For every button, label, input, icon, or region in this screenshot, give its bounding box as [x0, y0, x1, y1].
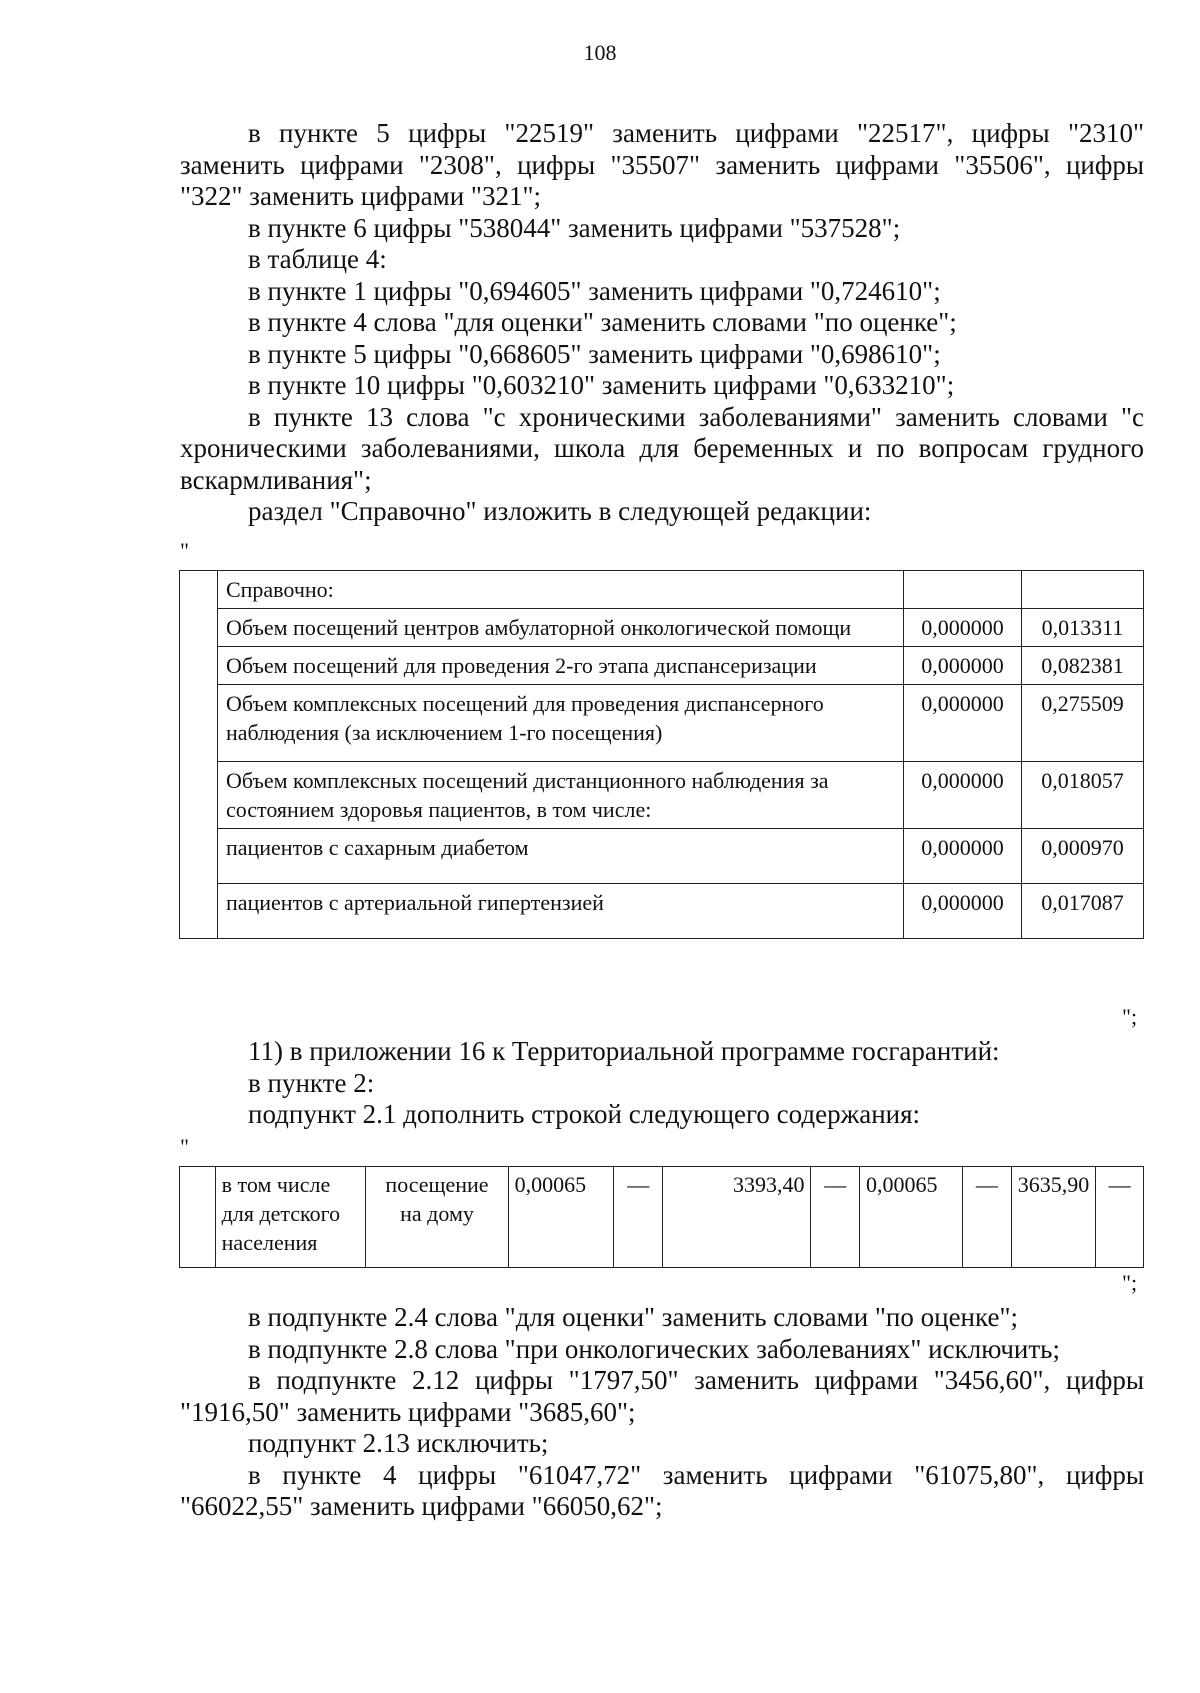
value-cell: 0,00065 [860, 1167, 963, 1268]
amendments-bottom [180, 1302, 1144, 1523]
row-label: Объем комплексных посещений дистанционного наблюдения за состоянием здоровья пациентов, в том числе: [217, 762, 903, 829]
paragraph: в таблице 4: [248, 244, 387, 274]
dash-cell: — [963, 1167, 1012, 1268]
paragraph: в пункте 5 цифры "0,668605" заменить цифрами "0,698610"; [248, 338, 941, 369]
reference-table [179, 570, 1144, 939]
dash-cell: — [614, 1167, 663, 1268]
value-cell: 0,000000 [904, 685, 1022, 762]
value-cell: 0,000000 [904, 609, 1022, 647]
value-cell: 0,000970 [1022, 829, 1144, 884]
row-label: пациентов с артериальной гипертензией [217, 884, 903, 939]
table-row [180, 571, 1144, 609]
paragraph: в пункте 6 цифры "538044" заменить цифрами "537528"; [248, 212, 901, 243]
paragraph: 11) в приложении 16 к Территориальной программе госгарантий: [248, 1036, 1000, 1066]
insert-row-table [179, 1166, 1144, 1268]
row-label: Объем посещений для проведения 2-го этапа диспансеризации [217, 647, 903, 685]
table-row [180, 762, 1144, 829]
table-row [180, 829, 1144, 884]
value-cell: 0,082381 [1022, 647, 1144, 685]
paragraph: в подпункте 2.8 слова "при онкологических заболеваниях" исключить; [248, 1333, 1060, 1364]
value-cell: 0,000000 [904, 884, 1022, 939]
value-cell: 3393,40 [663, 1167, 811, 1268]
table-row [180, 884, 1144, 939]
value-cell: 0,013311 [1022, 609, 1144, 647]
type-cell: посещение на дому [366, 1167, 508, 1268]
dash-cell: — [811, 1167, 860, 1268]
row-label: пациентов с сахарным диабетом [217, 829, 903, 884]
category-cell: в том числе для детского населения [215, 1167, 366, 1268]
row-label: Объем комплексных посещений для проведения диспансерного наблюдения (за исключением 1-го посещения) [217, 685, 903, 762]
table-row [180, 647, 1144, 685]
paragraph: в пункте 4 цифры "61047,72" заменить цифрами "61075,80", цифры "66022,55" заменить цифрами "66050,62"; [180, 1459, 1144, 1521]
empty-cell [180, 1167, 216, 1268]
row-label: Объем посещений центров амбулаторной онкологической помощи [217, 609, 903, 647]
value-cell: 0,00065 [508, 1167, 614, 1268]
table-row [180, 1167, 1144, 1268]
open-quote: " [180, 1134, 189, 1159]
paragraph: в пункте 13 слова "с хроническими заболеваниями" заменить словами "с хроническими заболеваниями, школа для беременных и по вопросам грудного вскармливания"; [180, 401, 1144, 495]
table-row [180, 685, 1144, 762]
value-cell: 0,018057 [1022, 762, 1144, 829]
empty-cell [180, 571, 218, 939]
amendments-middle [180, 1036, 1144, 1131]
paragraph: в пункте 10 цифры "0,603210" заменить цифрами "0,633210"; [248, 370, 955, 400]
value-cell: 0,000000 [904, 762, 1022, 829]
paragraph: в пункте 5 цифры "22519" заменить цифрами "22517", цифры "2310" заменить цифрами "2308", цифры "35507" заменить цифрами "35506", цифры "322" заменить цифрами "321"; [180, 118, 1144, 211]
paragraph: в пункте 4 слова "для оценки" заменить словами "по оценке"; [248, 307, 957, 337]
empty-cell [904, 571, 1022, 609]
value-cell: 0,275509 [1022, 685, 1144, 762]
value-cell: 0,000000 [904, 647, 1022, 685]
table-row [180, 609, 1144, 647]
amendments-top [180, 118, 1144, 528]
paragraph: в пункте 1 цифры "0,694605" заменить цифрами "0,724610"; [248, 275, 941, 306]
value-cell: 0,000000 [904, 829, 1022, 884]
page-number: 108 [583, 40, 617, 65]
value-cell: 0,017087 [1022, 884, 1144, 939]
table-header-cell: Справочно: [217, 571, 903, 609]
empty-cell [1022, 571, 1144, 609]
paragraph: подпункт 2.13 исключить; [248, 1428, 549, 1458]
close-quote: "; [1122, 1270, 1138, 1295]
close-quote: "; [1122, 1004, 1138, 1029]
paragraph: подпункт 2.1 дополнить строкой следующего содержания: [248, 1099, 921, 1129]
open-quote: " [180, 538, 189, 563]
value-cell: 3635,90 [1011, 1167, 1096, 1268]
paragraph: в пункте 2: [248, 1067, 375, 1098]
paragraph: раздел "Справочно" изложить в следующей редакции: [248, 496, 872, 526]
dash-cell: — [1096, 1167, 1144, 1268]
paragraph: в подпункте 2.4 слова "для оценки" заменить словами "по оценке"; [248, 1302, 1018, 1332]
paragraph: в подпункте 2.12 цифры "1797,50" заменить цифрами "3456,60", цифры "1916,50" заменить цифрами "3685,60"; [180, 1365, 1144, 1427]
